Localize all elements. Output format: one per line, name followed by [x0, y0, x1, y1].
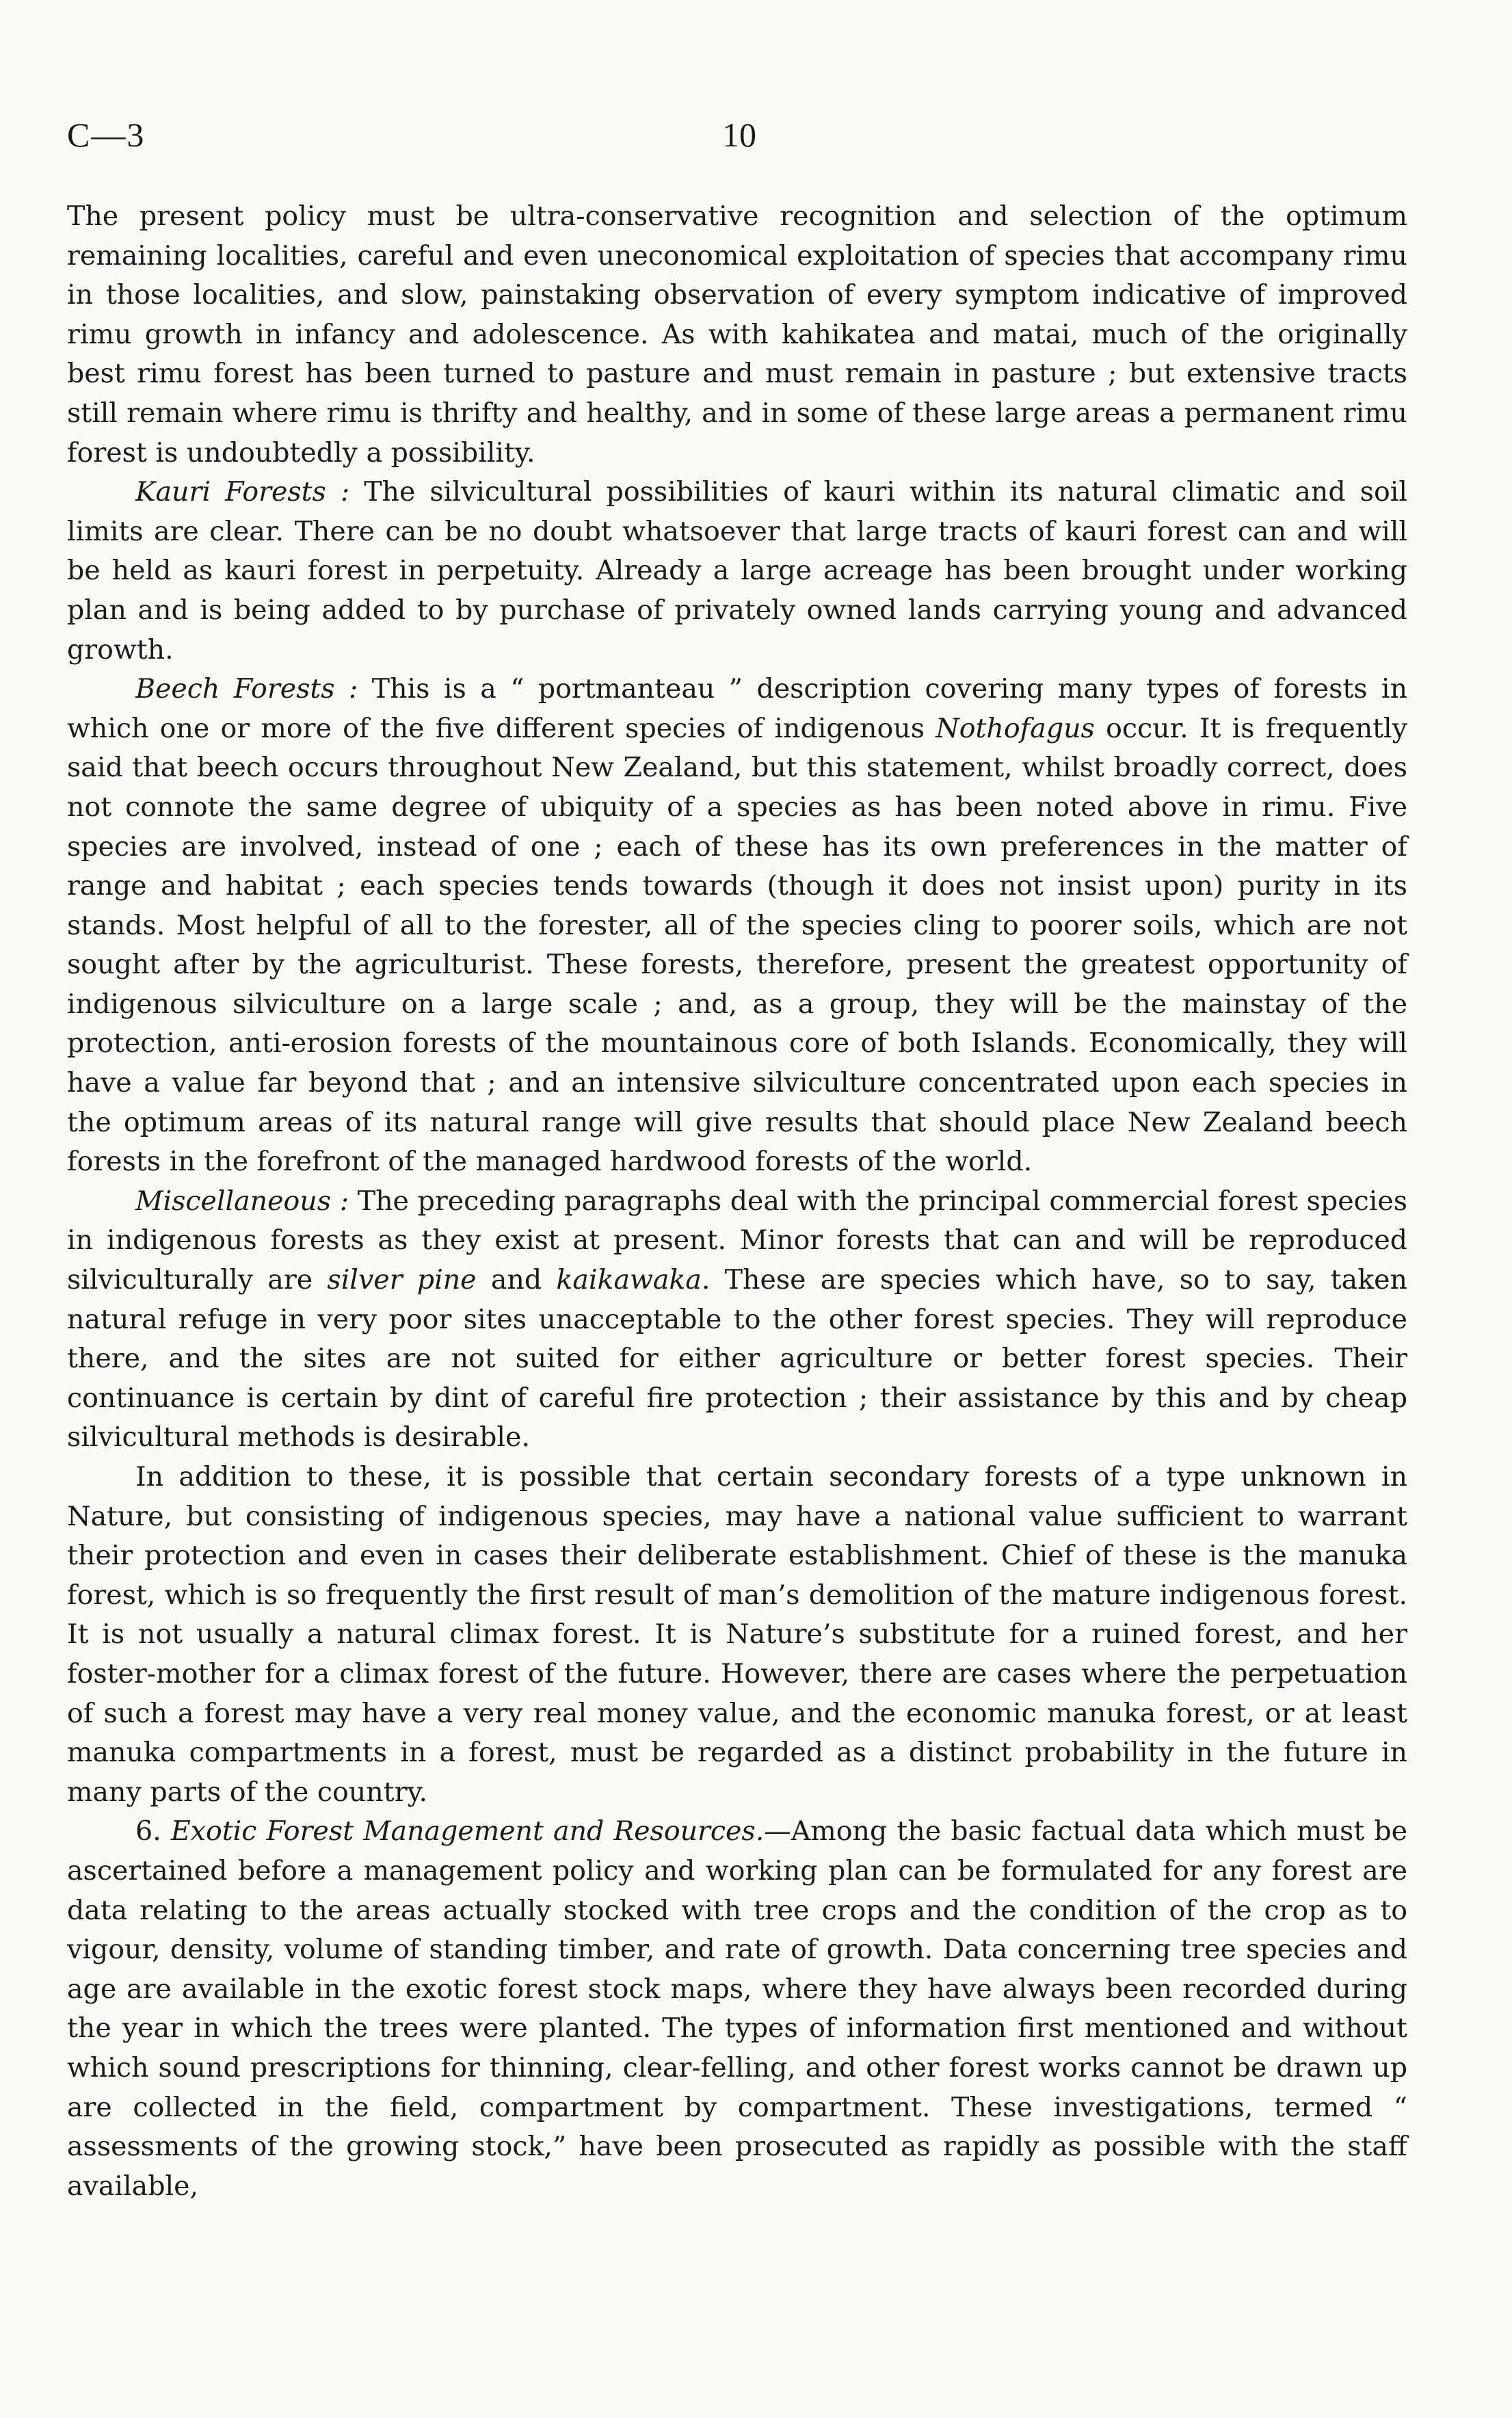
exotic-forest-heading: Exotic Forest Management and Resources.: [170, 1815, 765, 1848]
beech-forests-text-b: occur. It is frequently said that beech occurs throughout New Zealand, but this statement, whilst broadly correct, does not connote the same degree of ubiquity of a species as has been noted above in rimu. Five species are involved, instead of one ; each of these has its own preferences in the matter of range and habitat ; each species tends towards (though it does not insist upon) purity in its stands. Most helpful of all to the forester, all of the species cling to poorer soils, which are not sought after by the agriculturist. These forests, therefore, present the greatest opportunity of indigenous silviculture on a large scale ; and, as a group, they will be the mainstay of the protection, anti-erosion forests of the mountainous core of both Islands. Economically, they will have a value far beyond that ; and an intensive silviculture concentrated upon each species in the optimum areas of its natural range will give results that should place New Zealand beech forests in the forefront of the managed hardwood forests of the world.: [67, 712, 1407, 1178]
beech-forests-text-a: This is a “ portmanteau ” description covering many types of forests in which one or more of the five different species of indigenous: [67, 673, 1408, 744]
page-number: 10: [722, 116, 756, 154]
kauri-forests-text: The silvicultural possibilities of kauri within its natural climatic and soil limits are clear. There can be no doubt whatsoever that large tracts of kauri forest can and will be held as kauri forest in perpetuity. Already a large acreage has been brought under working plan and is being added to by purchase of privately owned lands carrying young and advanced growth.: [67, 476, 1407, 666]
page-header: [67, 115, 1407, 163]
genus-name: Nothofagus: [936, 712, 1095, 744]
paragraph-rimu-policy: The present policy must be ultra-conservative recognition and selection of the optimum remaining localities, careful and even uneconomical exploitation of species that accompany rimu in those localities, and slow, painstaking observation of every symptom indicative of improved rimu growth in infancy and adolescence. As with kahikatea and matai, much of the originally best rimu forest has been turned to pasture and must remain in pasture ; but extensive tracts still remain where rimu is thrifty and healthy, and in some of these large areas a permanent rimu forest is undoubtedly a possibility.: [67, 200, 1407, 469]
miscellaneous-text-b: and: [476, 1264, 557, 1296]
miscellaneous-text-c: . These are species which have, so to say, taken natural refuge in very poor sites unacceptable to the other forest species. They will reproduce there, and the sites are not suited for either agriculture or better forest species. Their continuance is certain by dint of careful fire protection ; their assistance by this and by cheap silvicultural methods is desirable.: [67, 1264, 1407, 1454]
paragraph-exotic-forest-management: [67, 1812, 1407, 2206]
section-number: 6.: [135, 1815, 171, 1848]
paragraph-miscellaneous: [67, 1182, 1407, 1458]
paragraph-kauri-forests: [67, 473, 1407, 670]
paragraph-manuka-forests: In addition to these, it is possible that certain secondary forests of a type unknown in Nature, but consisting of indigenous species, may have a national value sufficient to warrant their protection and even in cases their deliberate establishment. Chief of these is the manuka forest, which is so frequently the first result of man’s demolition of the mature indigenous forest. It is not usually a natural climax forest. It is Nature’s substitute for a ruined forest, and her foster-mother for a climax forest of the future. However, there are cases where the perpetuation of such a forest may have a very real money value, and the economic manuka forest, or at least manuka compartments in a forest, must be regarded as a distinct probability in the future in many parts of the country.: [67, 1461, 1407, 1808]
beech-forests-heading: Beech Forests :: [135, 673, 358, 705]
species-silver-pine: silver pine: [327, 1264, 477, 1296]
paragraph-beech-forests: [67, 670, 1407, 1182]
body-text: [67, 197, 1407, 2206]
miscellaneous-heading: Miscellaneous :: [135, 1185, 349, 1217]
exotic-forest-text: —Among the basic factual data which must be ascertained before a management policy and working plan can be formulated for any forest are data relating to the areas actually stocked with tree crops and the condition of the crop as to vigour, density, volume of standing timber, and rate of growth. Data concerning tree species and age are available in the exotic forest stock maps, where they have always been recorded during the year in which the trees were planted. The types of information first mentioned and without which sound prescriptions for thinning, clear-felling, and other forest works cannot be drawn up are collected in the field, compartment by compartment. These investigations, termed “ assessments of the growing stock,” have been prosecuted as rapidly as possible with the staff available,: [67, 1815, 1408, 2202]
document-code: C—3: [67, 116, 146, 154]
species-kaikawaka: kaikawaka: [556, 1264, 702, 1296]
kauri-forests-heading: Kauri Forests :: [135, 476, 350, 508]
miscellaneous-text-a: The preceding paragraphs deal with the principal commercial forest species in indigenous forests as they exist at present. Minor forests that can and will be reproduced silviculturally are: [67, 1185, 1407, 1296]
